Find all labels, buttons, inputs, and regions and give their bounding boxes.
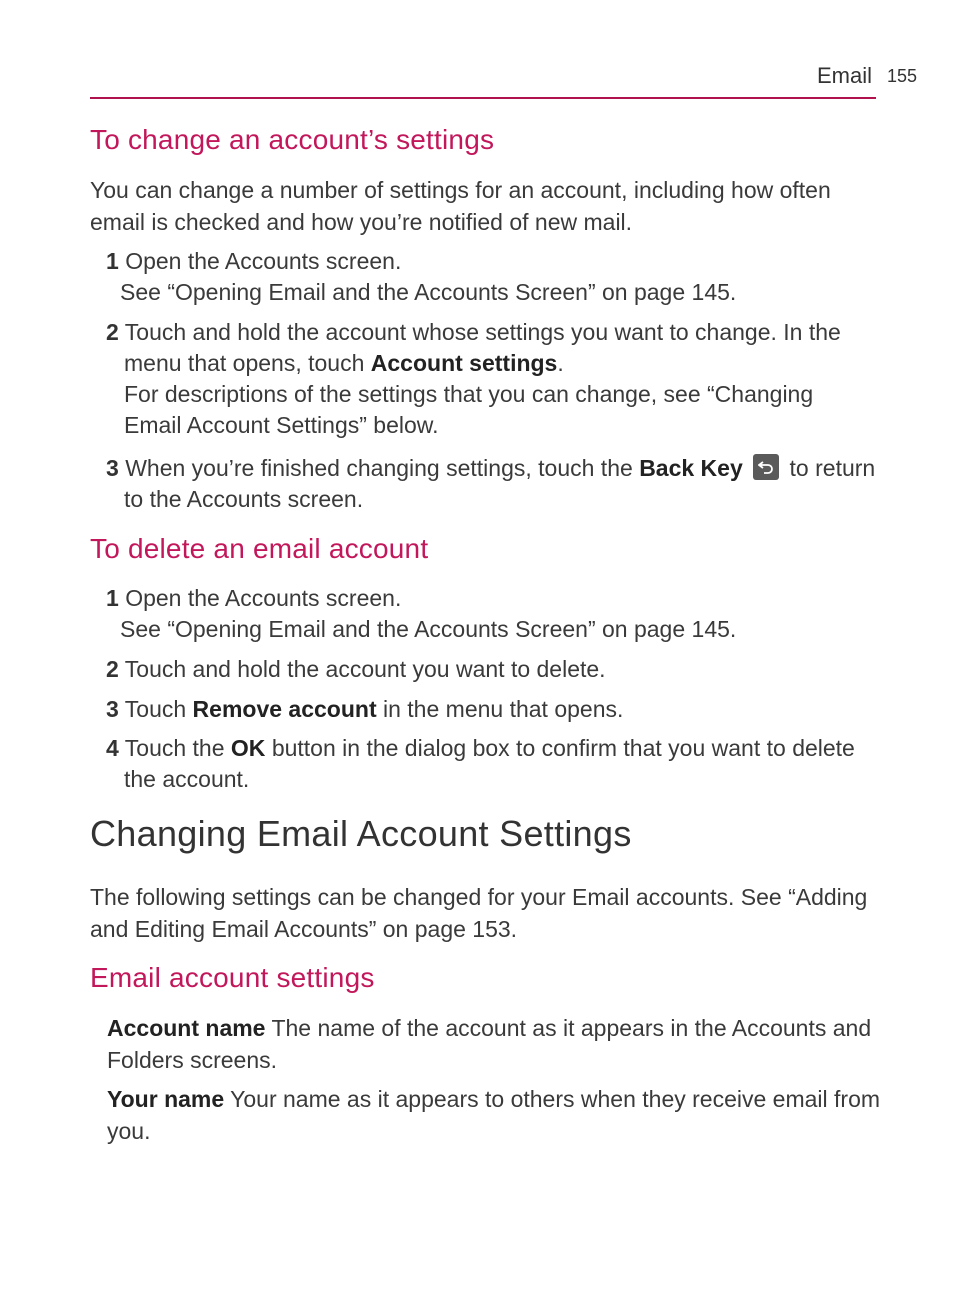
step-3 (106, 453, 876, 515)
step-text-end: button in the dialog box to confirm that you want to delete the account. (124, 735, 855, 792)
step-4 (106, 733, 876, 795)
main-intro: The following settings can be changed for your Email accounts. See “Adding and Editing Email Accounts” on page 153. (90, 884, 868, 942)
step-2 (106, 317, 876, 441)
definition-text: The name of the account as it appears in the Accounts and Folders screens. (107, 1015, 872, 1073)
step-text: Touch and hold the account you want to delete. (124, 656, 606, 682)
ui-term-remove-account: Remove account (192, 696, 377, 722)
definition-term: Account name (107, 1015, 266, 1041)
step-number: 1 (106, 248, 119, 274)
step-text-end: . (557, 350, 564, 376)
definition-text: Your name as it appears to others when they receive email from you. (107, 1086, 881, 1144)
step-text: Touch (124, 696, 187, 722)
section-title-change-settings: To change an account’s settings (90, 124, 495, 155)
step-1 (106, 246, 876, 308)
step-reference: See “Opening Email and the Accounts Screen” on page 145. (120, 279, 737, 305)
step-number: 3 (106, 696, 119, 722)
definition-your-name (107, 1083, 882, 1147)
ui-term-back-key: Back Key (639, 455, 743, 481)
section-title-email-account-settings: Email account settings (90, 962, 375, 993)
step-text: Open the Accounts screen. (125, 248, 402, 274)
ui-term-account-settings: Account settings (370, 350, 558, 376)
definition-account-name (107, 1012, 882, 1076)
back-key-icon (753, 454, 779, 480)
section-title-delete-account: To delete an email account (90, 533, 429, 564)
page-title: Changing Email Account Settings (90, 813, 632, 854)
step-text-end: to return to the Accounts screen. (124, 455, 876, 512)
step-text: Touch and hold the account whose settings you want to change. In the menu that opens, touch (124, 319, 841, 376)
step-reference: See “Opening Email and the Accounts Screen” on page 145. (120, 616, 737, 642)
step-number: 1 (106, 585, 119, 611)
step-1 (106, 583, 876, 645)
step-number: 4 (106, 735, 119, 761)
step-3 (106, 694, 876, 725)
step-text: Touch the (124, 735, 225, 761)
step-number: 2 (106, 319, 119, 345)
page-number: 155 (887, 66, 918, 86)
step-description: For descriptions of the settings that you can change, see “Changing Email Account Settings” below. (124, 381, 814, 438)
step-number: 3 (106, 455, 119, 481)
step-text-end: in the menu that opens. (383, 696, 624, 722)
step-2 (106, 654, 876, 685)
running-header-section: Email (816, 63, 872, 88)
step-text: Open the Accounts screen. (125, 585, 402, 611)
section-intro: You can change a number of settings for an account, including how often email is checked and how you’re notified of new mail. (90, 177, 831, 235)
definition-term: Your name (107, 1086, 225, 1112)
ui-term-ok: OK (230, 735, 266, 761)
step-number: 2 (106, 656, 119, 682)
step-text: When you’re finished changing settings, touch the (125, 455, 633, 481)
header-rule (90, 97, 876, 99)
